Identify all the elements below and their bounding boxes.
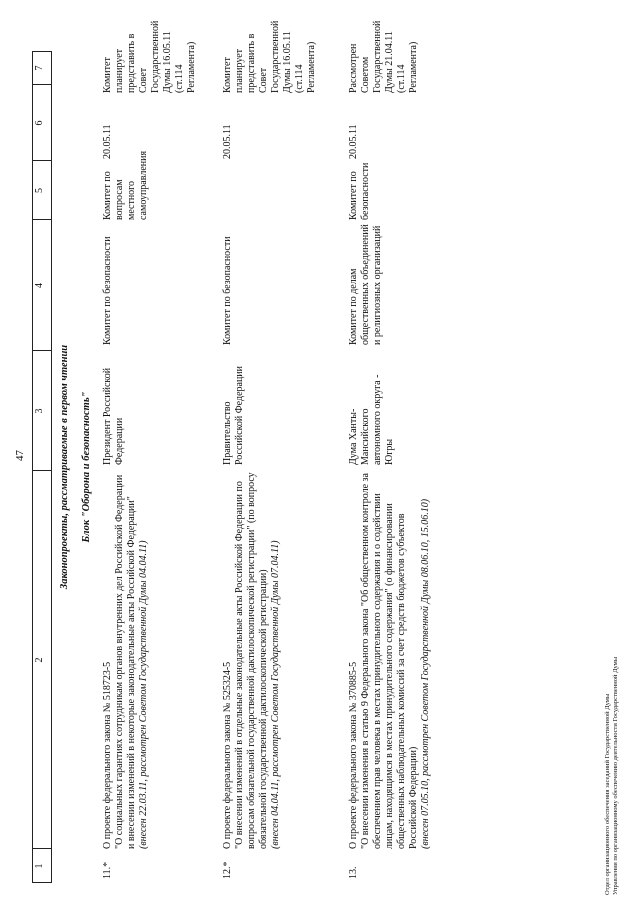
footer-department: Отдел организационного обеспечения заседаний Государственной Думы [604,693,611,895]
bill-header: О проекте федерального закона № 518723-5 [102,661,113,849]
responsible-committee: Комитет по безопасности [102,236,113,345]
initiator: Президент Российской Федерации [102,367,125,465]
column-number: 7 [34,65,45,71]
column-number: 5 [34,188,45,193]
column-number: 3 [34,408,45,414]
row-number: 13. [348,866,359,879]
header-bottom-border [51,51,52,883]
bill-title: "О социальных гарантиях сотрудникам органов внутренних дел Российской Федерации и внесении изменений в некоторые законодательные акты Российской Федерации" [114,474,137,849]
bill-note: (внесен 22.03.11, рассмотрен Советом Государственной Думы 04.04.11) [138,540,149,849]
bill-header: О проекте федерального закона № 370885-5 [348,661,359,849]
bill-title: "О внесении изменения в статью 9 Федерального закона "Об общественном контроле за обеспечением прав человека в местах принудительного содержания и о содействии лицам, находящимся в местах принудительного содержания" (о финансировании общественных наблюдательных комиссий за счет средств бюджетов субъектов Российской Федерации) [360,473,419,849]
co-committee: Комитет по вопросам местного самоуправления [102,150,149,220]
bill-description [348,471,432,849]
agenda-table [32,20,600,883]
page-number: 47 [14,450,26,461]
bill-title: "О внесении изменений в отдельные законодательные акты Российской Федерации по вопросам обязательной государственной дактилоскопической регистрации" (по вопросу обязательной государственной дактилоскопической регистрации) [234,472,269,849]
co-committee: Комитет по безопасности [348,162,371,220]
row-number: 12.* [222,861,233,879]
responsible-committee: Комитет по делам общественных объединений и религиозных организаций [348,224,383,345]
column-number: 1 [34,863,45,869]
responsible-committee: Комитет по безопасности [222,236,233,345]
column-number: 2 [34,657,45,663]
status: Комитет планирует представить в Совет Государственной Думы 16.05.11 (ст.114 Регламента) [102,20,197,93]
initiator: Правительство Российской Федерации [222,365,245,465]
status: Комитет планирует представить в Совет Государственной Думы 16.05.11 (ст.114 Регламента) [222,20,317,93]
bill-header: О проекте федерального закона № 525324-5 [222,661,233,849]
status: Рассмотрен Советом Государственной Думы 21.04.11 (ст.114 Регламента) [348,20,419,93]
section-title: Законопроекты, рассматриваемые в первом чтении [59,344,70,590]
date: 20.05.11 [222,124,233,159]
bill-note: (внесен 04.04.11, рассмотрен Советом Государственной Думы 07.04.11) [270,540,281,849]
bill-description [102,471,150,849]
column-number: 6 [34,120,45,126]
block-title: Блок "Оборона и безопасность" [81,391,92,543]
bill-description [222,471,282,849]
row-number: 11.* [102,861,113,879]
column-number: 4 [34,283,45,288]
footer-directorate: Управления по организационному обеспечению деятельности Государственной Думы [612,656,619,895]
date: 20.05.11 [102,124,113,159]
initiator: Дума Ханты-Мансийского автономного округа - Югры [348,374,395,465]
date: 20.05.11 [348,124,359,159]
table-top-border [32,51,33,883]
bill-note: (внесен 07.05.10, рассмотрен Советом Государственной Думы 08.06.10, 15.06.10) [420,498,431,849]
